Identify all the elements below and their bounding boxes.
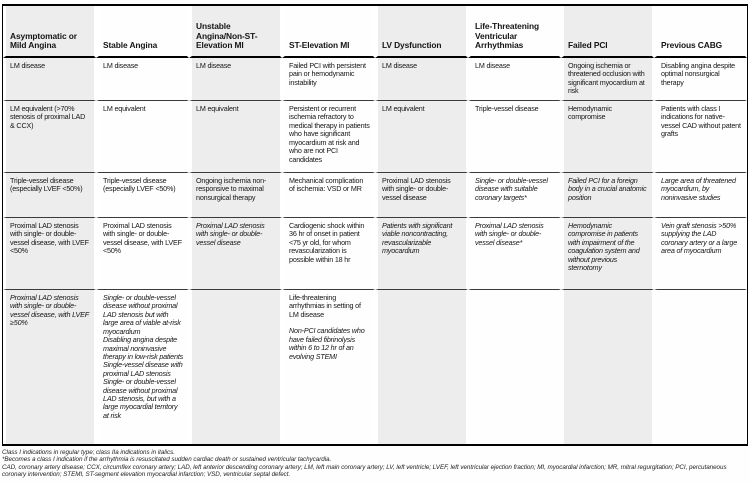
cell-r1-c5 xyxy=(375,58,468,100)
cell-r2-c5 xyxy=(375,100,468,172)
indication-text: Proximal LAD stenosis with single- or double-vessel disease xyxy=(382,176,451,202)
cell-r1-c3 xyxy=(189,58,282,100)
cell-r3-c2 xyxy=(96,172,189,217)
column-header-previous-cabg: Previous CABG xyxy=(654,6,747,58)
cell-r2-c4 xyxy=(282,100,375,172)
cell-r3-c6 xyxy=(468,172,561,217)
indication-text: Triple-vessel disease (especially LVEF <50%) xyxy=(103,176,176,194)
footnote-abbreviations: CAD, coronary artery disease; CCX, circumflex coronary artery; LAD, left anterior descending coronary artery; LM, left main coronary artery; LV, left ventricle; LVEF, left ventricular ejection fraction; MI, myocardial infarction; MR, mitral regurgitation; PCI, percutaneous coronary intervention; STEMI, ST-segment elevation myocardial infarction; VSD, ventricular septal defect. xyxy=(2,463,727,479)
footnotes xyxy=(2,449,748,479)
cell-r1-c6 xyxy=(468,58,561,100)
indication-text: Single- or double-vessel disease without proximal LAD stenosis, but with a large myocardial territory at risk xyxy=(103,377,178,420)
cell-r4-c5 xyxy=(375,217,468,289)
indication-text: Ongoing ischemia non-responsive to maximal nonsurgical therapy xyxy=(196,176,267,202)
indication-text: Failed PCI for a foreign body in a crucial anatomic position xyxy=(568,176,647,202)
indication-text: Single- or double-vessel disease with suitable coronary targets* xyxy=(475,176,548,202)
cell-r2-c3 xyxy=(189,100,282,172)
indication-text: Triple-vessel disease (especially LVEF <50%) xyxy=(10,176,83,194)
indication-text: Ongoing ischemia or threatened occlusion with significant myocardium at risk xyxy=(568,61,645,96)
cell-r4-c4 xyxy=(282,217,375,289)
cell-r3-c4 xyxy=(282,172,375,217)
indication-text: Non-PCI candidates who have failed fibrinolysis within 6 to 12 hr of an evolving STEMI xyxy=(289,326,365,361)
indication-text: LM equivalent xyxy=(103,104,146,113)
table-row xyxy=(3,217,747,289)
indication-text: LM equivalent xyxy=(196,104,239,113)
table-row xyxy=(3,289,747,444)
cell-r2-c2 xyxy=(96,100,189,172)
indication-text: Hemodynamic compromise in patients with impairment of the coagulation system and without previous sternotomy xyxy=(568,221,640,273)
indication-text: Patients with class I indications for native-vessel CAD without patent grafts xyxy=(661,104,741,139)
indication-text: Cardiogenic shock within 36 hr of onset in patient <75 yr old, for whom revascularization is possible within 18 hr xyxy=(289,221,365,264)
indication-text: Disabling angina despite maximal noninvasive therapy in low-risk patients xyxy=(103,335,184,361)
cell-r2-c8 xyxy=(654,100,747,172)
cell-r1-c7 xyxy=(561,58,654,100)
cell-r3-c5 xyxy=(375,172,468,217)
cell-r1-c8 xyxy=(654,58,747,100)
cell-r3-c1 xyxy=(3,172,96,217)
cell-r5-c2 xyxy=(96,289,189,444)
indication-text: Persistent or recurrent ischemia refractory to medical therapy in patients who have significant myocardium at risk and who are not PCI candidates xyxy=(289,104,370,164)
indication-text: Single- or double-vessel disease without proximal LAD stenosis but with large area of viable at-risk myocardium xyxy=(103,293,181,336)
cell-r4-c3 xyxy=(189,217,282,289)
column-header-lv-dysfunction: LV Dysfunction xyxy=(375,6,468,58)
indication-text: Triple-vessel disease xyxy=(475,104,539,113)
cell-r4-c7 xyxy=(561,217,654,289)
column-header-st-elevation-mi: ST-Elevation MI xyxy=(282,6,375,58)
column-header-failed-pci: Failed PCI xyxy=(561,6,654,58)
indication-text: Large area of threatened myocardium, by noninvasive studies xyxy=(661,176,736,202)
indication-text: LM equivalent xyxy=(382,104,425,113)
cell-r5-c7 xyxy=(561,289,654,444)
cell-r5-c1 xyxy=(3,289,96,444)
indication-text: Life-threatening arrhythmias in setting of LM disease xyxy=(289,293,361,319)
indication-text: LM disease xyxy=(475,61,510,70)
indication-text: LM disease xyxy=(10,61,45,70)
cell-r3-c7 xyxy=(561,172,654,217)
cell-r5-c4 xyxy=(282,289,375,444)
indication-text: Proximal LAD stenosis with single- or double-vessel disease, with LVEF ≥50% xyxy=(10,293,89,328)
indication-text: Mechanical complication of ischemia: VSD or MR xyxy=(289,176,364,194)
cell-r4-c1 xyxy=(3,217,96,289)
cell-r1-c1 xyxy=(3,58,96,100)
indication-text: LM disease xyxy=(382,61,417,70)
cell-r5-c5 xyxy=(375,289,468,444)
indication-text: LM equivalent (>70% stenosis of proximal LAD & CCX) xyxy=(10,104,86,130)
indication-text: Patients with significant viable noncontracting, revascularizable myocardium xyxy=(382,221,453,256)
indication-text: Single-vessel disease with proximal LAD stenosis xyxy=(103,360,183,378)
indication-text: LM disease xyxy=(103,61,138,70)
cell-r1-c4 xyxy=(282,58,375,100)
cell-r2-c7 xyxy=(561,100,654,172)
indication-text: Proximal LAD stenosis with single- or double-vessel disease, with LVEF <50% xyxy=(103,221,182,256)
indication-text: Proximal LAD stenosis with single- or double-vessel disease* xyxy=(475,221,544,247)
table-row xyxy=(3,172,747,217)
footnote-asterisk-note: *Becomes a class I indication if the arrhythmia is resuscitated sudden cardiac death or sustained ventricular tachycardia. xyxy=(2,456,332,464)
header-row xyxy=(3,6,747,58)
indication-text: Vein graft stenosis >50% supplying the LAD coronary artery or a large area of myocardium xyxy=(661,221,738,256)
indication-text: Hemodynamic compromise xyxy=(568,104,612,122)
column-header-asymptomatic-or-mild-angina: Asymptomatic or Mild Angina xyxy=(3,6,96,58)
column-header-stable-angina: Stable Angina xyxy=(96,6,189,58)
cell-r5-c8 xyxy=(654,289,747,444)
cell-r3-c3 xyxy=(189,172,282,217)
indication-text: Proximal LAD stenosis with single- or double-vessel disease, with LVEF <50% xyxy=(10,221,89,256)
indication-text: Proximal LAD stenosis with single- or double-vessel disease xyxy=(196,221,265,247)
column-header-life-threatening-ventricular-arrhythmias: Life-Threatening Ventricular Arrhythmias xyxy=(468,6,561,58)
footnote-class-type-key: Class I indications in regular type; class IIa indications in italics. xyxy=(2,449,175,456)
cell-r2-c1 xyxy=(3,100,96,172)
cell-r5-c3 xyxy=(189,289,282,444)
column-header-unstable-angina-nstemi: Unstable Angina/Non-ST-Elevation MI xyxy=(189,6,282,58)
cell-r4-c2 xyxy=(96,217,189,289)
cell-r4-c8 xyxy=(654,217,747,289)
indication-text: Disabling angina despite optimal nonsurgical therapy xyxy=(661,61,735,87)
indication-text: Failed PCI with persistent pain or hemodynamic instability xyxy=(289,61,366,87)
cell-r2-c6 xyxy=(468,100,561,172)
indications-table xyxy=(2,4,748,446)
cell-r5-c6 xyxy=(468,289,561,444)
cell-r3-c8 xyxy=(654,172,747,217)
table-row xyxy=(3,100,747,172)
cell-r4-c6 xyxy=(468,217,561,289)
cell-r1-c2 xyxy=(96,58,189,100)
indication-text: LM disease xyxy=(196,61,231,70)
table-row xyxy=(3,58,747,100)
